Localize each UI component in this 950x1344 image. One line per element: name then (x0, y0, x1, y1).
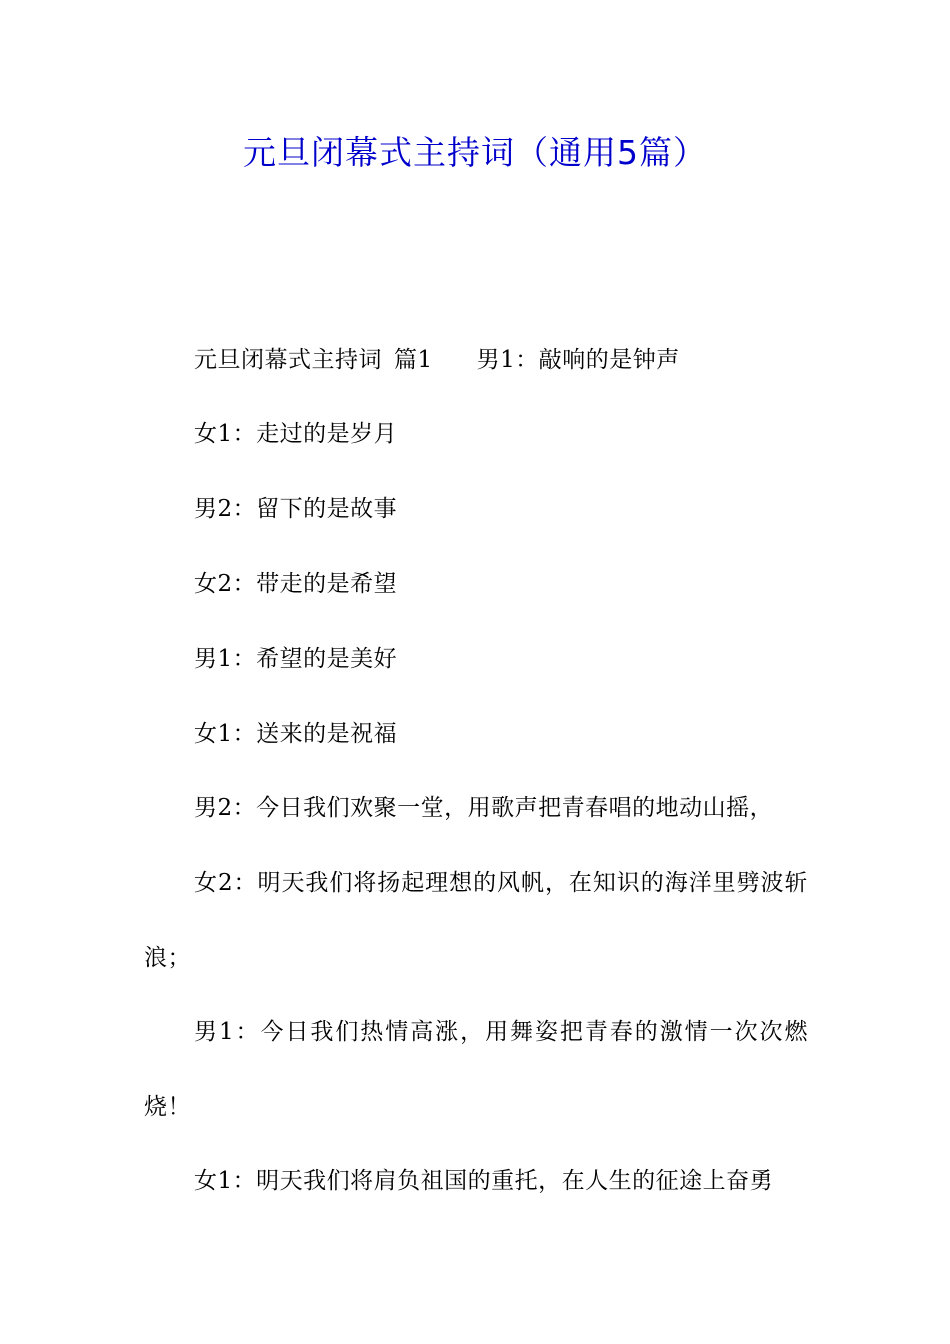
document-title: 元旦闭幕式主持词（通用5篇） (243, 133, 707, 172)
first-dialogue-line: 男1：敲响的是钟声 (476, 347, 680, 373)
heading-line (144, 323, 808, 398)
dialogue-line: 男1：希望的是美好 (194, 646, 398, 672)
dialogue-line: 女2：带走的是希望 (194, 571, 398, 597)
section-part: 篇1 (394, 347, 433, 373)
dialogue-line: 女1：明天我们将肩负祖国的重托，在人生的征途上奋勇 (194, 1168, 774, 1194)
dialogue-line: 女1：送来的是祝福 (194, 721, 398, 747)
dialogue-line: 女2：明天我们将扬起理想的风帆，在知识的海洋里劈波斩浪； (144, 870, 808, 971)
section-title: 元旦闭幕式主持词 (194, 347, 382, 373)
dialogue-line: 女1：走过的是岁月 (194, 421, 398, 447)
dialogue-line: 男1：今日我们热情高涨，用舞姿把青春的激情一次次燃烧！ (144, 1019, 808, 1120)
dialogue-line: 男2：留下的是故事 (194, 496, 398, 522)
dialogue-line: 男2：今日我们欢聚一堂，用歌声把青春唱的地动山摇， (194, 795, 774, 821)
